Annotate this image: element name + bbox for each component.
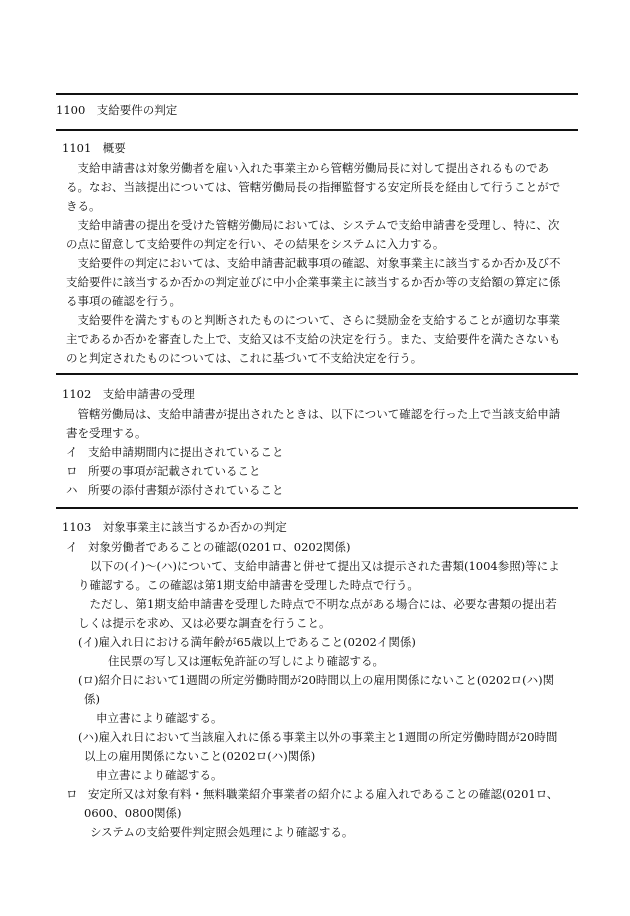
paragraph-line: 書を受理する。 xyxy=(66,426,147,440)
paragraph-line: しくは提示を求め、又は必要な調査を行うこと。 xyxy=(78,616,331,630)
section-1101-heading xyxy=(62,139,578,158)
list-marker: ロ xyxy=(66,787,78,801)
list-item xyxy=(66,481,578,500)
subitem-body: 申立書により確認する。 xyxy=(96,711,223,725)
paragraph-line: のと判定されたものについては、これに基づいて不支給決定を行う。 xyxy=(66,351,423,365)
paragraph-line: の点に留意して支給要件の判定を行い、その結果をシステムに入力する。 xyxy=(66,237,445,251)
item-i-heading xyxy=(66,538,578,557)
section-number: 1103 xyxy=(62,520,92,534)
list-text: 所要の添付書類が添付されていること xyxy=(88,483,284,497)
list-item xyxy=(66,443,578,462)
paragraph-line: 以下の(イ)～(ハ)について、支給申請書と併せて提出又は提示された書類(1004参照)等によ xyxy=(90,559,560,573)
chapter-rule xyxy=(56,129,578,131)
item-heading-text: 対象労働者であることの確認(0201ロ、0202関係) xyxy=(88,540,351,554)
paragraph-line: システムの支給要件判定照会処理により確認する。 xyxy=(90,825,354,839)
list-marker: ロ xyxy=(66,464,78,478)
list-marker: イ xyxy=(66,445,78,459)
paragraph-line: 管轄労働局は、支給申請書が提出されたときは、以下について確認を行った上で当該支給申請 xyxy=(66,407,561,421)
section-title: 支給申請書の受理 xyxy=(102,387,195,401)
item-heading-text: 安定所又は対象有料・無料職業紹介事業者の紹介による雇入れであることの確認(0201ロ、 xyxy=(88,787,559,801)
section-title: 概要 xyxy=(102,141,126,155)
subitem-heading-cont: 係) xyxy=(84,692,100,706)
paragraph-line: 支給要件の判定においては、支給申請書記載事項の確認、対象事業主に該当するか否か及び不 xyxy=(66,256,561,270)
subitem-body: 申立書により確認する。 xyxy=(96,768,223,782)
list-text: 支給申請期間内に提出されていること xyxy=(88,445,284,459)
chapter-title: 支給要件の判定 xyxy=(96,103,178,117)
paragraph-line: り確認する。この確認は第1期支給申請書を受理した時点で行う。 xyxy=(78,578,419,592)
section-number: 1101 xyxy=(62,141,92,155)
list-marker: イ xyxy=(66,540,78,554)
paragraph-line: 支給要件を満たすものと判断されたものについて、さらに奨励金を支給することが適切な事業 xyxy=(66,313,561,327)
subitem-heading-cont: 以上の雇用関係にないこと(0202ロ(ハ)関係) xyxy=(84,749,316,763)
paragraph-line: 支給申請書は対象労働者を雇い入れた事業主から管轄労働局長に対して提出されるものであ xyxy=(66,161,549,175)
paragraph-line: る。なお、当該提出については、管轄労働局長の指揮監督する安定所長を経由して行うことがで xyxy=(66,180,561,194)
section-1102-heading xyxy=(62,385,578,404)
paragraph-line: 支給申請書の提出を受けた管轄労働局においては、システムで支給申請書を受理し、特に、次 xyxy=(66,218,560,232)
chapter-number: 1100 xyxy=(56,103,86,117)
item-ro-heading xyxy=(66,785,578,804)
paragraph-line: 主であるか否かを審査した上で、支給又は不支給の決定を行う。また、支給要件を満たさないも xyxy=(66,332,561,346)
subitem-body: 住民票の写し又は運転免許証の写しにより確認する。 xyxy=(108,654,384,668)
item-heading-cont: 0600、0800関係) xyxy=(84,806,182,820)
section-title: 対象事業主に該当するか否かの判定 xyxy=(102,520,287,534)
subitem-heading: (イ)雇入れ日における満年齢が65歳以上であること(0202イ関係) xyxy=(78,635,416,649)
list-text: 所要の事項が記載されていること xyxy=(88,464,261,478)
list-marker: ハ xyxy=(66,483,78,497)
paragraph-line: ただし、第1期支給申請書を受理した時点で不明な点がある場合には、必要な書類の提出若 xyxy=(78,597,557,611)
subitem-heading: (ハ)雇入れ日において当該雇入れに係る事業主以外の事業主と1週間の所定労働時間が20時間 xyxy=(78,730,558,744)
paragraph-line: きる。 xyxy=(66,199,101,213)
paragraph-line: 支給要件に該当するか否かの判定並びに中小企業事業主に該当するか否か等の支給額の算定に係 xyxy=(66,275,561,289)
section-rule xyxy=(56,507,578,509)
section-number: 1102 xyxy=(62,387,92,401)
paragraph-line: る事項の確認を行う。 xyxy=(66,294,181,308)
subitem-heading: (ロ)紹介日において1週間の所定労働時間が20時間以上の雇用関係にないこと(0202ロ(ハ)関 xyxy=(78,673,555,687)
list-item xyxy=(66,462,578,481)
section-rule xyxy=(56,373,578,375)
top-rule xyxy=(56,93,578,95)
section-1103-heading xyxy=(62,518,578,537)
chapter-heading xyxy=(56,101,578,120)
